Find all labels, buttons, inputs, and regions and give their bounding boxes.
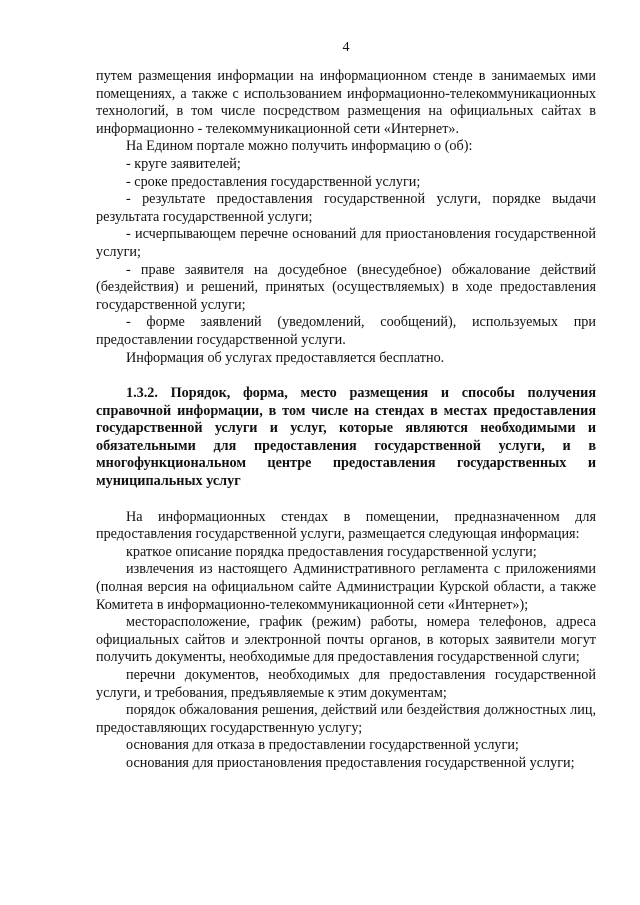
list-item: основания для приостановления предоставления государственной услуги; (126, 754, 575, 771)
intro-paragraph: путем размещения информации на информационном стенде в занимаемых ими помещениях, а также с использованием информационно-телекоммуникационных технологий, в том числе посредством размещения на официальных сайтах в информационно - телекоммуникационной сети «Интернет». (96, 68, 596, 137)
list-item: - круге заявителей; (126, 155, 241, 172)
list-item: порядок обжалования решения, действий или бездействия должностных лиц, предоставляющих государственную услугу; (96, 702, 596, 736)
list-item: - исчерпывающем перечне оснований для приостановления государственной услуги; (96, 226, 596, 260)
free-info-paragraph: Информация об услугах предоставляется бесплатно. (126, 349, 445, 366)
list-item: извлечения из настоящего Административного регламента с приложениями (полная версия на официальном сайте Администрации Курской области, а также Комитета в информационно-телекоммуникационной сети «Интернет»); (96, 561, 596, 613)
list-item: месторасположение, график (режим) работы, номера телефонов, адреса официальных сайтов и электронной почты органов, в которых заявители могут получить документы, необходимые для предоставления государственной слуги; (96, 614, 596, 666)
list-item: - сроке предоставления государственной услуги; (126, 173, 421, 190)
page-number: 4 (342, 40, 350, 55)
spacer (96, 367, 596, 385)
list-item: перечни документов, необходимых для предоставления государственной услуги, и требования, предъявляемые к этим документам; (96, 667, 596, 701)
list-item: - результате предоставления государственной услуги, порядке выдачи результата государственной услуги; (96, 191, 596, 225)
spacer (96, 491, 596, 509)
section-heading: 1.3.2. Порядок, форма, место размещения и способы получения справочной информации, в том числе на стендах в местах предоставления государственной услуги и услуг, которые являются необходимыми и обязательными для предоставления государственной услуги, и в многофункциональном центре предоставления государственных и муниципальных услуг (96, 385, 596, 490)
list-item: краткое описание порядка предоставления государственной услуги; (126, 543, 537, 560)
stands-intro-paragraph: На информационных стендах в помещении, предназначенном для предоставления государственной услуги, размещается следующая информация: (96, 508, 596, 543)
list-item: основания для отказа в предоставлении государственной услуги; (126, 737, 519, 754)
list-item: - форме заявлений (уведомлений, сообщений), используемых при предоставлении государственной услуги. (96, 314, 596, 348)
list-item: - праве заявителя на досудебное (внесудебное) обжалование действий (бездействия) и решений, принятых (осуществляемых) в ходе предоставления государственной услуги; (96, 261, 596, 313)
portal-info-paragraph: На Едином портале можно получить информацию о (об): (126, 138, 473, 155)
